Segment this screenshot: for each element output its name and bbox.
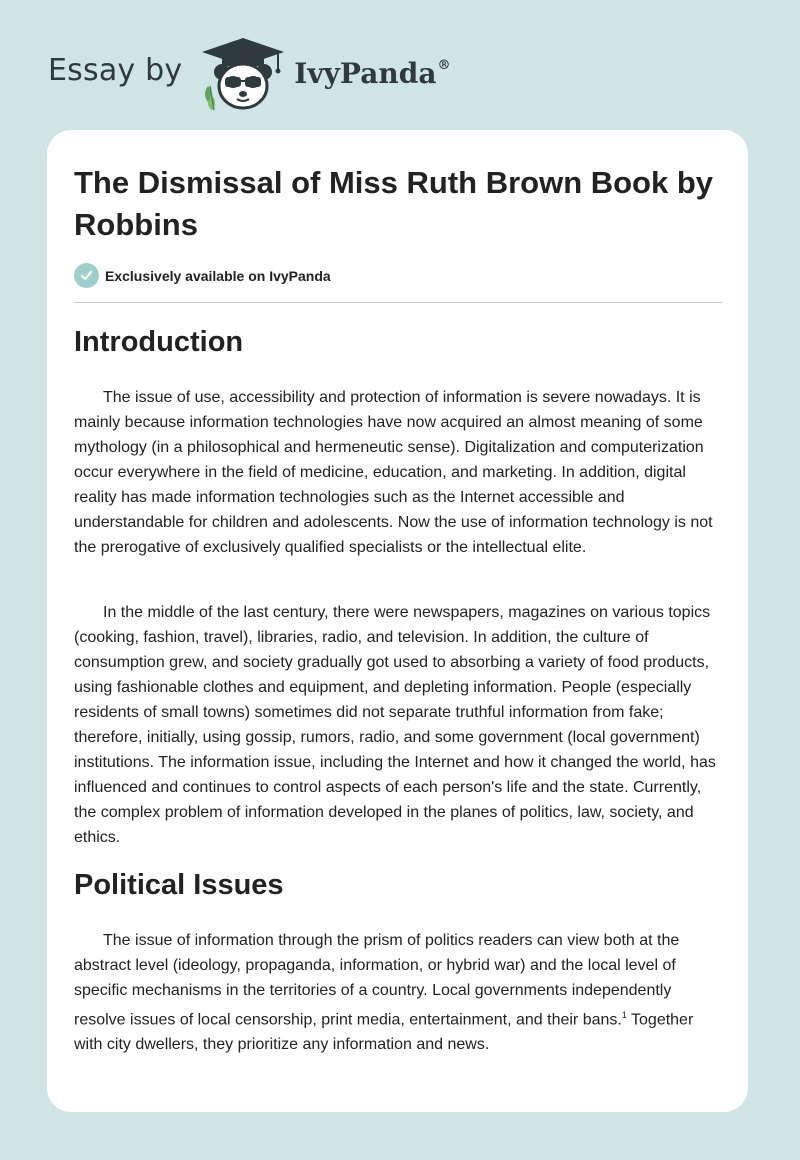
page-title: The Dismissal of Miss Ruth Brown Book by Robbins [74,165,714,242]
section-heading-introduction: Introduction [74,326,244,358]
badge-label: Exclusively available on IvyPanda [105,267,331,284]
brand-name: IvyPanda® [294,56,451,90]
essay-by-label: Essay by [48,52,183,88]
title-divider [74,302,722,303]
paragraph: In the middle of the last century, there were newspapers, magazines on various topics (cooking, fashion, travel), libraries, radio, and television. In addition, the culture of consumption grew, and society gradually got used to absorbing a variety of food products, using fashionable clothes and equipment, and depleting information. People (especially residents of small towns) sometimes did not separate truthful information from fake; therefore, initially, using gossip, rumors, radio, and some government (local government) institutions. The information issue, including the Internet and how it changed the world, has influenced and continues to control aspects of each person's life and the state. Currently, the complex problem of information developed in the planes of politics, law, society, and ethics. [74,604,716,846]
paragraph: The issue of use, accessibility and protection of information is severe nowadays. It is mainly because information technologies have now acquired an almost meaning of some mythology (in a philosophical and hermeneutic sense). Digitalization and computerization occur everywhere in the field of medicine, education, and marketing. In addition, digital reality has made information technologies such as the Internet accessible and understandable for children and adolescents. Now the use of information technology is not the prerogative of exclusively qualified specialists or the intellectual elite. [74,389,713,556]
site-header [48,34,450,114]
essay-card [47,130,748,1112]
paragraph: The issue of information through the prism of politics readers can view both at the abstract level (ideology, propaganda, information, or hybrid war) and the local level of specific mechanisms in the territories of a country. Local governments independently resolve issues of local censorship, print media, entertainment, and their bans.$^1$ Together with city dwellers, they prioritize any information and news. [74,932,694,1054]
exclusive-badge [74,263,331,288]
footnote-link[interactable]: 1 [621,1010,627,1020]
checkmark-icon [74,263,99,288]
registered-mark: ® [437,57,451,73]
section-heading-political-issues: Political Issues [74,869,284,901]
ivypanda-logo-icon[interactable] [200,36,286,112]
